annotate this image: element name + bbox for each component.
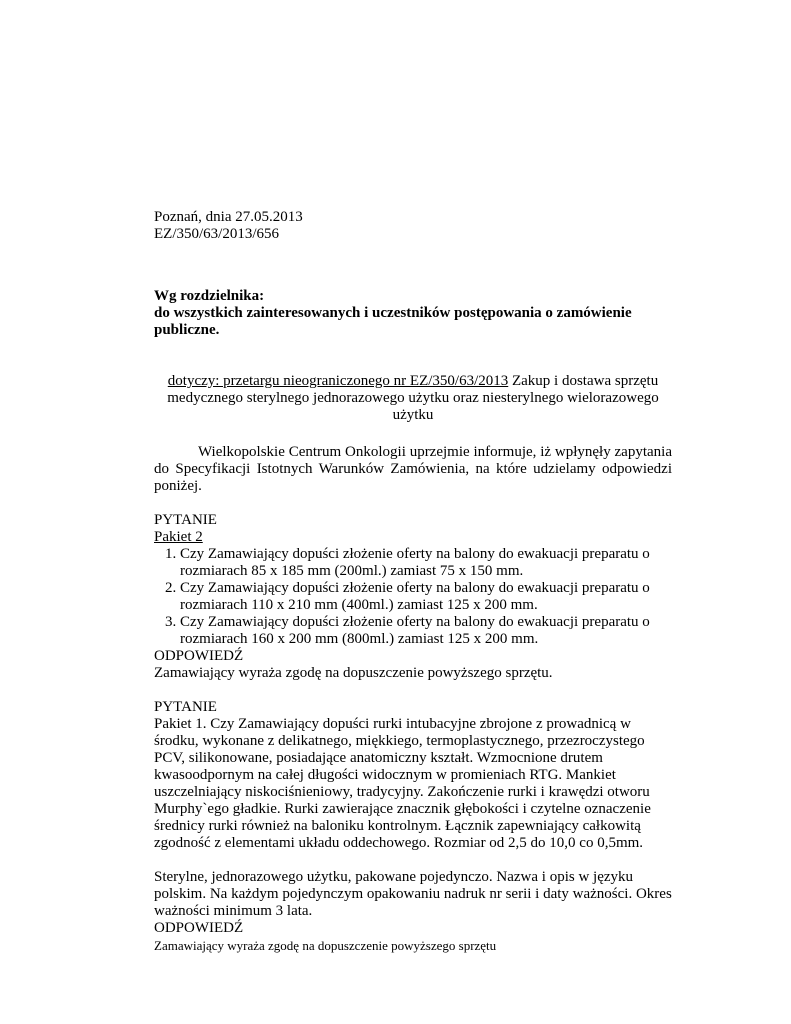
question-list bbox=[154, 546, 672, 648]
letter-body bbox=[154, 209, 672, 954]
list-item: 2. Czy Zamawiający dopuści złożenie oferty na balony do ewakuacji preparatu o rozmiarach 110 x 210 mm (400ml.) zamiast 125 x 200 mm. bbox=[180, 580, 672, 614]
reference-number: EZ/350/63/2013/656 bbox=[154, 226, 279, 242]
answer-text: Zamawiający wyraża zgodę na dopuszczenie powyższego sprzętu bbox=[154, 938, 497, 953]
package-label: Pakiet 2 bbox=[154, 529, 203, 545]
question-paragraph: Sterylne, jednorazowego użytku, pakowane pojedynczo. Nazwa i opis w języku polskim. Na każdym pojedynczym opakowaniu nadruk nr serii i daty ważności. Okres ważności minimum 3 lata. bbox=[154, 869, 672, 919]
list-item: 1. Czy Zamawiający dopuści złożenie oferty na balony do ewakuacji preparatu o rozmiarach 85 x 185 mm (200ml.) zamiast 75 x 150 mm. bbox=[180, 546, 672, 580]
subject-description: Zakup i dostawa sprzętu medycznego sterylnego jednorazowego użytku oraz niesterylnego wielorazowego użytku bbox=[167, 373, 659, 423]
question-paragraph: Pakiet 1. Czy Zamawiający dopuści rurki intubacyjne zbrojone z prowadnicą w środku, wykonane z delikatnego, miękkiego, termoplastycznego, przezroczystego PCV, silikonowane, posiadające anatomiczny kształt. Wzmocnione drutem kwasoodpornym na całej długości widocznym w promieniach RTG. Mankiet uszczelniający niskociśnieniowy, tradycyjny. Zakończenie rurki i krawędzi otworu Murphy`ego gładkie. Rurki zawierające znacznik głębokości i czytelne oznaczenie średnicy rurki również na baloniku kontrolnym. Łącznik zapewniający całkowitą zgodność z elementami układu oddechowego. Rozmiar od 2,5 do 10,0 co 0,5mm. bbox=[154, 716, 651, 851]
addressee-text: do wszystkich zainteresowanych i uczestników postępowania o zamówienie publiczne. bbox=[154, 305, 632, 338]
intro-paragraph: Wielkopolskie Centrum Onkologii uprzejmie informuje, iż wpłynęły zapytania do Specyfikacji Istotnych Warunków Zamówienia, na które udzielamy odpowiedzi poniżej. bbox=[154, 444, 672, 494]
subject-reference: dotyczy: przetargu nieograniczonego nr EZ/350/63/2013 bbox=[167, 373, 509, 389]
answer-heading: ODPOWIEDŹ bbox=[154, 920, 244, 936]
addressee-label: Wg rozdzielnika: bbox=[154, 288, 265, 304]
answer-heading: ODPOWIEDŹ bbox=[154, 648, 244, 664]
subject bbox=[154, 373, 672, 424]
place-date: Poznań, dnia 27.05.2013 bbox=[154, 209, 303, 225]
question-heading: PYTANIE bbox=[154, 512, 217, 528]
question-heading: PYTANIE bbox=[154, 699, 217, 715]
list-item: 3. Czy Zamawiający dopuści złożenie oferty na balony do ewakuacji preparatu o rozmiarach 160 x 200 mm (800ml.) zamiast 125 x 200 mm. bbox=[180, 614, 672, 648]
answer-text: Zamawiający wyraża zgodę na dopuszczenie powyższego sprzętu. bbox=[154, 665, 553, 681]
